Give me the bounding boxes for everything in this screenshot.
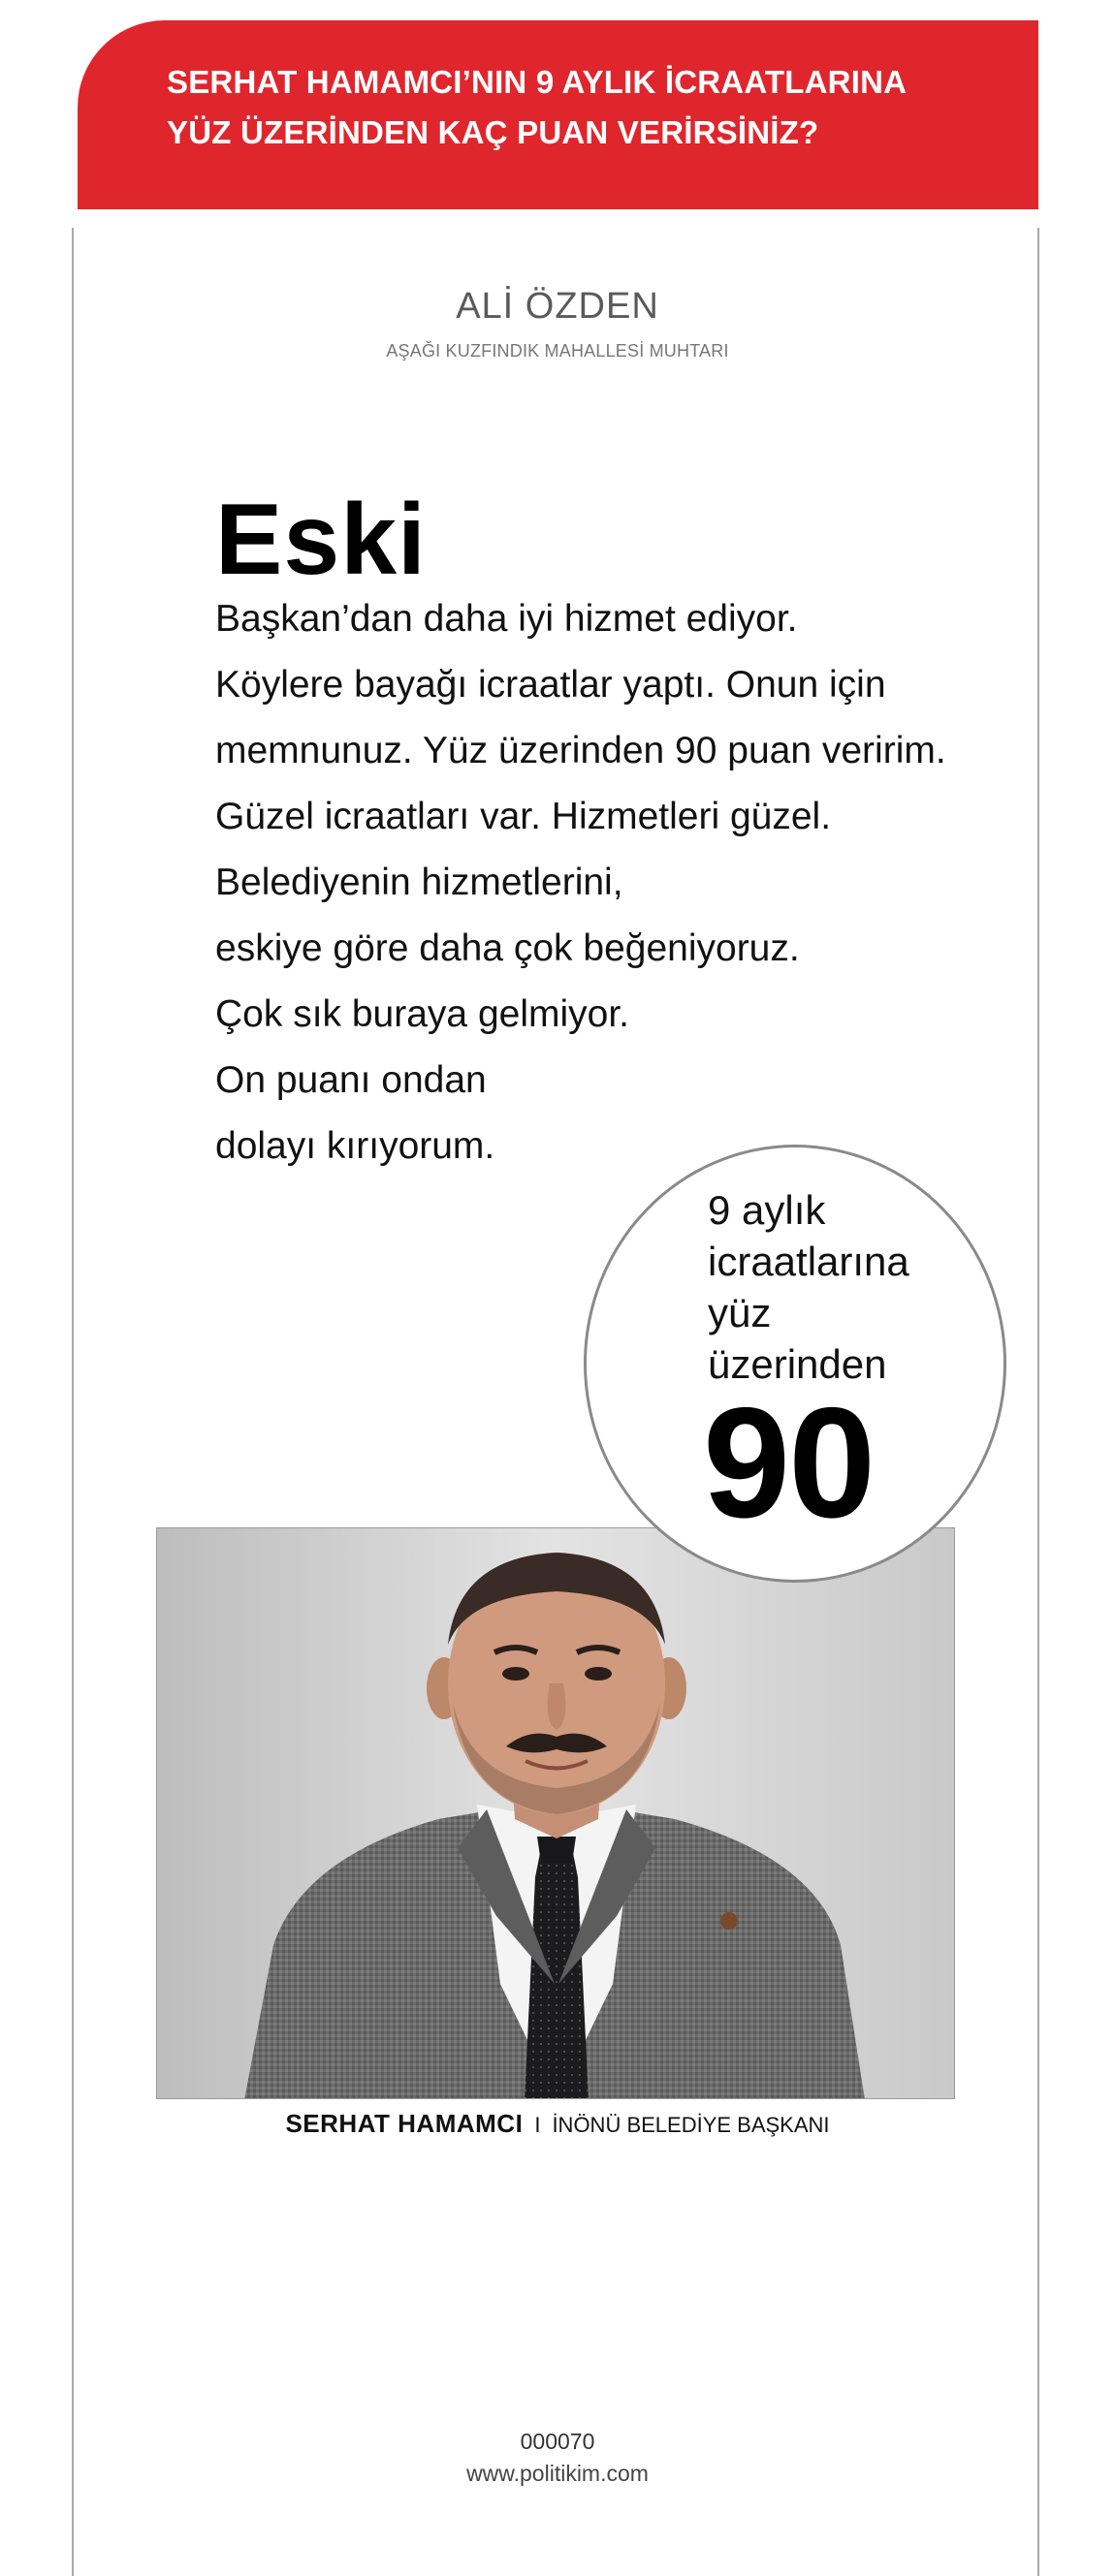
body-line: Başkan’dan daha iyi hizmet ediyor. (215, 598, 798, 640)
body-line: Güzel icraatları var. Hizmetleri güzel. (215, 796, 832, 837)
footer-website: www.politikim.com (466, 2461, 649, 2486)
caption-separator: I (534, 2113, 541, 2137)
banner-line-2: YÜZ ÜZERİNDEN KAÇ PUAN VERİRSİNİZ? (167, 114, 819, 150)
score-label-line: yüz (708, 1290, 772, 1335)
body-line: memnunuz. Yüz üzerinden 90 puan veririm. (215, 730, 946, 771)
article-headline: Eski (215, 484, 427, 596)
score-label-line: icraatlarına (708, 1239, 909, 1284)
score-label-line: üzerinden (708, 1341, 887, 1387)
score-value: 90 (703, 1375, 875, 1551)
body-line: Çok sık buraya gelmiyor. (215, 993, 630, 1035)
caption-role: İNÖNÜ BELEDİYE BAŞKANI (552, 2113, 830, 2137)
banner-line-1: SERHAT HAMAMCI’NIN 9 AYLIK İCRAATLARINA (167, 64, 908, 100)
body-line: On puanı ondan (215, 1059, 487, 1101)
body-line: Köylere bayağı icraatlar yaptı. Onun için (215, 664, 886, 706)
body-line: Belediyenin hizmetlerini, (215, 862, 623, 903)
interviewee-title: AŞAĞI KUZFINDIK MAHALLESİ MUHTARI (386, 341, 729, 361)
score-label-line: 9 aylık (708, 1187, 826, 1233)
question-banner (78, 20, 1038, 209)
caption-name: SERHAT HAMAMCI (285, 2109, 524, 2138)
portrait-photo-icon (157, 1528, 955, 2099)
photo-caption (0, 2109, 1115, 2139)
body-line: dolayı kırıyorum. (215, 1125, 495, 1167)
body-line: eskiye göre daha çok beğeniyoruz. (215, 927, 800, 969)
footer-code: 000070 (520, 2429, 595, 2454)
interviewee-name: ALİ ÖZDEN (456, 286, 659, 327)
portrait-photo (156, 1527, 955, 2099)
score-badge (584, 1145, 1006, 1583)
